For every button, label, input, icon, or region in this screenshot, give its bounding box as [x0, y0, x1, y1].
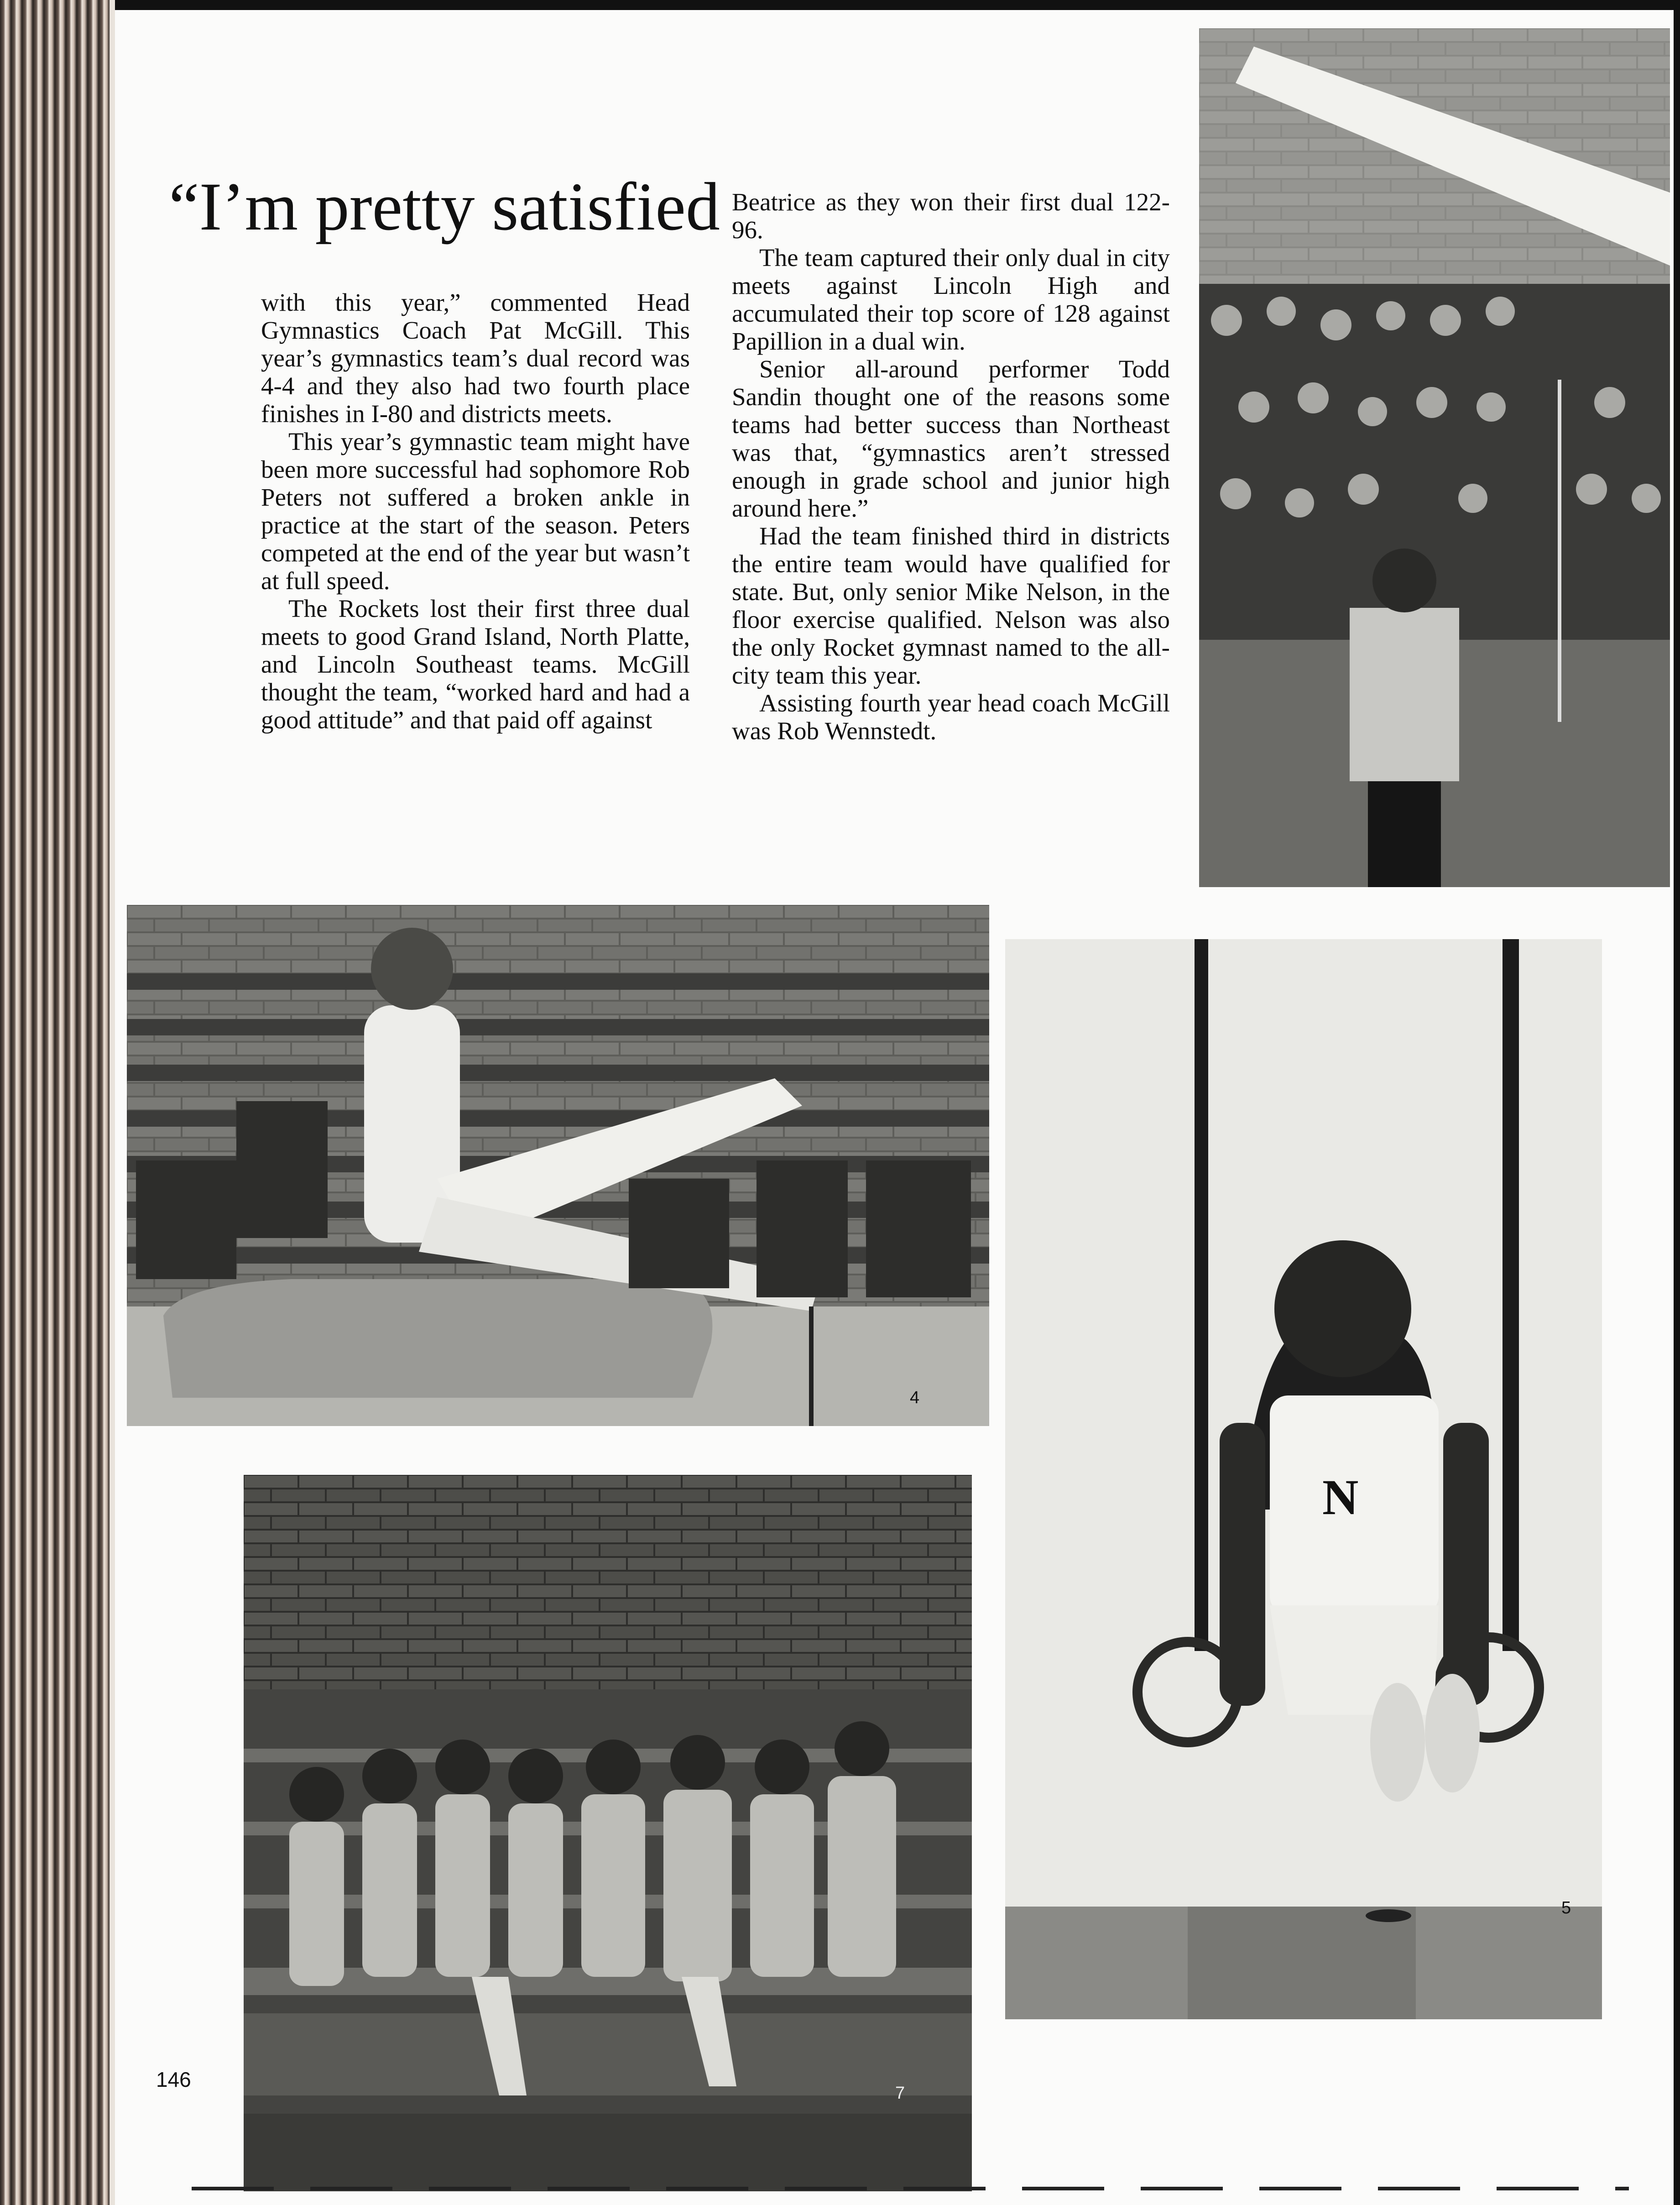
- column2-paragraph-4: Had the team finished third in districts the entire team would have qualified for state. But, only senior Mike Nelson, in the floor exercise qualified. Nelson was also the only Rocket gymnast named to the all-city team this year.: [732, 522, 1170, 689]
- column1-paragraph-3: The Rockets lost their first three dual meets to good Grand Island, North Platte, and Lincoln Southeast teams. McGill thought the team, “worked hard and had a good attitude” and that paid off against: [261, 595, 690, 734]
- high-bar-coach-photo: [1199, 28, 1670, 887]
- column2-paragraph-3: Senior all-around performer Todd Sandin thought one of the reasons some teams had better success than Northeast was that, “gymnastics aren’t stressed enough in grade school and junior high around here.”: [732, 355, 1170, 522]
- photo-number-5: 5: [1561, 1898, 1571, 1918]
- article-column-1: [261, 288, 690, 734]
- photo-number-4: 4: [910, 1388, 920, 1407]
- photo-number-7: 7: [895, 2084, 905, 2103]
- scan-right-edge: [1674, 0, 1680, 2205]
- page-number: 146: [156, 2068, 191, 2091]
- column1-paragraph-2: This year’s gymnastic team might have been more successful had sophomore Rob Peters not suffered a broken ankle in practice at the start of the season. Peters competed at the end of the year but wasn’t at full speed.: [261, 428, 690, 595]
- column2-paragraph-1: Beatrice as they won their first dual 122-96.: [732, 188, 1170, 244]
- headline: “I’m pretty satisfied: [169, 169, 720, 245]
- column2-paragraph-2: The team captured their only dual in city meets against Lincoln High and accumulated their top score of 128 against Papillion in a dual win.: [732, 244, 1170, 355]
- book-binding: [0, 0, 110, 2205]
- page-edge: [110, 0, 115, 2205]
- column1-paragraph-1: with this year,” commented Head Gymnastics Coach Pat McGill. This year’s gymnastics team’s dual record was 4-4 and they also had two fourth place finishes in I-80 and districts meets.: [261, 288, 690, 428]
- still-rings-photo: [1005, 939, 1602, 2019]
- pommel-horse-photo: [127, 905, 989, 1426]
- svg-text:N: N: [1322, 1469, 1359, 1525]
- bottom-edge-rule: [192, 2187, 1629, 2190]
- scan-top-edge: [115, 0, 1680, 10]
- team-bench-photo: [244, 1475, 972, 2191]
- column2-paragraph-5: Assisting fourth year head coach McGill was Rob Wennstedt.: [732, 689, 1170, 745]
- article-column-2: [732, 188, 1170, 745]
